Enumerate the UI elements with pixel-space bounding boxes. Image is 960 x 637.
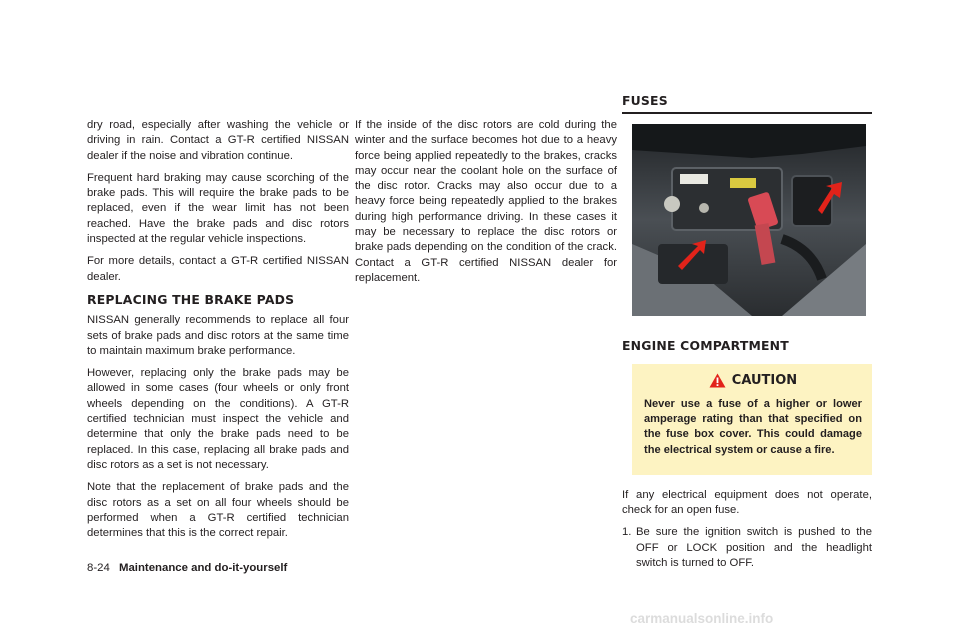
- watermark: carmanualsonline.info: [630, 611, 774, 626]
- intro-text: If any electrical equipment does not operate, check for an open fuse.: [622, 488, 872, 516]
- caution-text: Never use a fuse of a higher or lower amperage rating than that specified on the fuse box cover. This could damage the electrical system or cause a fire.: [644, 397, 862, 456]
- paragraph: If the inside of the disc rotors are cold during the winter and the surface becomes hot due to a heavy force being applied repeatedly to the brakes, cracks may occur near the coolant hole on the surface of the disc rotor. Cracks may also occur due to a heavy force being repeatedly applied to the brakes during high performance driving. In these cases it may be necessary to replace the disc rotors or brake pads depending on the condition of the crack. Contact a GT-R certified NISSAN dealer for replacement.: [355, 119, 617, 284]
- paragraph: Frequent hard braking may cause scorching of the brake pads. This will require the brake pads to be replaced, even if the wear limit has not been reached. Have the brake pads and disc rotors inspected at the regular vehicle inspections.: [87, 171, 349, 246]
- caution-header: [644, 373, 862, 388]
- paragraph: dry road, especially after washing the vehicle or driving in rain. Contact a GT-R certified NISSAN dealer if the noise and vibration continue.: [87, 119, 349, 162]
- paragraph: However, replacing only the brake pads may be allowed in some cases (four wheels or only front wheels depending on the conditions). A GT-R certified technician must inspect the vehicle and determine that only the brake pads need to be replaced. In this case, replacing all brake pads and disc rotors as a set is not necessary.: [87, 367, 349, 471]
- warning-triangle-icon: [709, 373, 726, 388]
- fuses-title: FUSES: [622, 93, 872, 114]
- page-footer: [87, 562, 287, 574]
- step-number: 1.: [622, 526, 632, 539]
- right-column: [622, 93, 872, 571]
- step-text: Be sure the ignition switch is pushed to the OFF or LOCK position and the headlight switch is turned to OFF.: [636, 526, 872, 569]
- list-item: [622, 525, 872, 571]
- engine-compartment-fuse-box-photo: [632, 124, 866, 316]
- middle-column: [355, 118, 617, 293]
- section-heading: REPLACING THE BRAKE PADS: [87, 291, 295, 307]
- engine-compartment-heading: ENGINE COMPARTMENT: [622, 338, 789, 354]
- engine-photo-illustration: [632, 124, 866, 316]
- caution-title: CAUTION: [731, 372, 798, 388]
- footer-section-name: Maintenance and do-it-yourself: [118, 562, 288, 574]
- paragraph: For more details, contact a GT-R certified NISSAN dealer.: [87, 255, 349, 283]
- caution-box: [632, 364, 872, 475]
- left-column: [87, 118, 349, 548]
- page-number: 8-24: [87, 562, 110, 574]
- paragraph: Note that the replacement of brake pads and the disc rotors as a set on all four wheels should be performed when a GT-R certified technician determines that this is the correct repair.: [87, 481, 349, 540]
- paragraph: NISSAN generally recommends to replace all four sets of brake pads and disc rotors at the same time to maintain maximum brake performance.: [87, 314, 349, 357]
